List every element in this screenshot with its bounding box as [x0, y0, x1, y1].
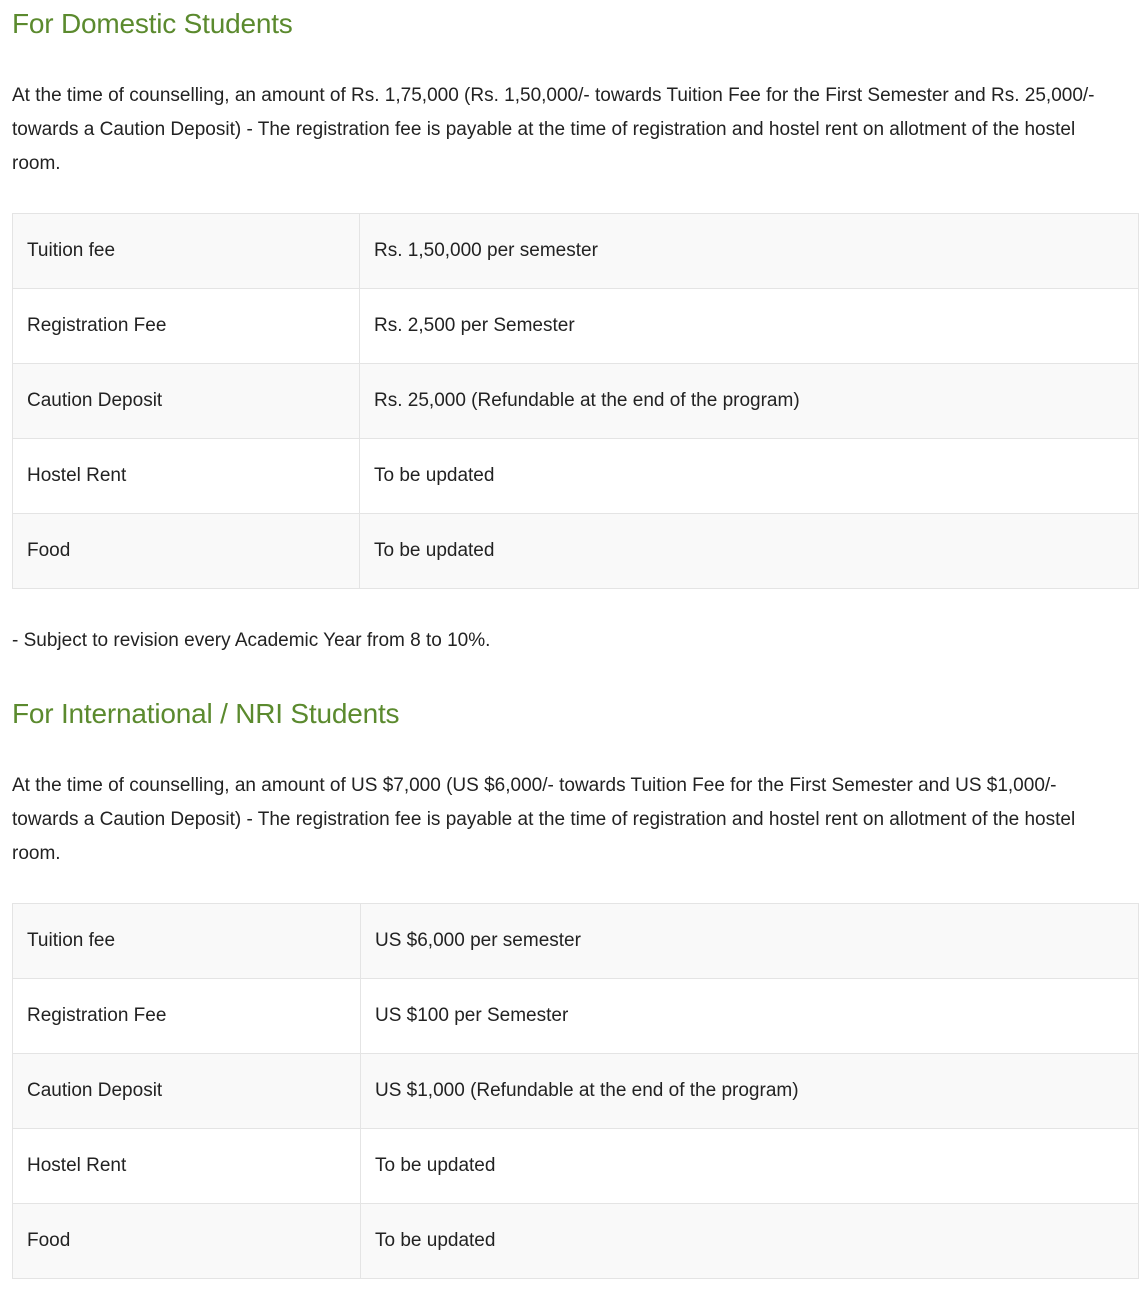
table-row	[13, 1129, 1139, 1204]
table-row	[13, 439, 1139, 514]
international-fee-table	[12, 903, 1139, 1279]
revision-note: - Subject to revision every Academic Year from 8 to 10%.	[12, 630, 491, 651]
international-intro-block	[12, 769, 1139, 871]
domestic-section-header	[12, 7, 1139, 41]
table-row	[13, 904, 1139, 979]
fee-label: Food	[13, 1204, 361, 1279]
fee-value: US $1,000 (Refundable at the end of the program)	[361, 1054, 1139, 1129]
table-row	[13, 289, 1139, 364]
domestic-note-block	[12, 626, 1139, 656]
table-row	[13, 979, 1139, 1054]
domestic-fee-table-wrap	[12, 213, 1139, 589]
fee-value: Rs. 25,000 (Refundable at the end of the program)	[360, 364, 1139, 439]
international-fee-table-wrap	[12, 903, 1139, 1279]
fee-label: Tuition fee	[13, 904, 361, 979]
table-row	[13, 364, 1139, 439]
table-row	[13, 514, 1139, 589]
fee-label: Registration Fee	[13, 979, 361, 1054]
fee-value: US $6,000 per semester	[361, 904, 1139, 979]
fee-value: To be updated	[361, 1129, 1139, 1204]
fee-label: Food	[13, 514, 360, 589]
fee-label: Registration Fee	[13, 289, 360, 364]
international-intro: At the time of counselling, an amount of US $7,000 (US $6,000/- towards Tuition Fee for the First Semester and US $1,000/- towards a Caution Deposit) - The registration fee is payable at the time of registration and hostel rent on allotment of the hostel room.	[12, 775, 1076, 864]
fee-label: Caution Deposit	[13, 1054, 361, 1129]
fee-value: Rs. 2,500 per Semester	[360, 289, 1139, 364]
international-heading: For International / NRI Students	[12, 698, 400, 729]
domestic-intro-block	[12, 79, 1139, 181]
fee-value: Rs. 1,50,000 per semester	[360, 214, 1139, 289]
fee-value: To be updated	[360, 514, 1139, 589]
fee-value: To be updated	[361, 1204, 1139, 1279]
international-section-header	[12, 697, 1139, 731]
fee-label: Hostel Rent	[13, 439, 360, 514]
domestic-heading: For Domestic Students	[12, 8, 293, 39]
fee-value: US $100 per Semester	[361, 979, 1139, 1054]
fee-label: Hostel Rent	[13, 1129, 361, 1204]
table-row	[13, 214, 1139, 289]
table-row	[13, 1204, 1139, 1279]
fee-label: Tuition fee	[13, 214, 360, 289]
fee-value: To be updated	[360, 439, 1139, 514]
fee-label: Caution Deposit	[13, 364, 360, 439]
domestic-fee-table	[12, 213, 1139, 589]
domestic-intro: At the time of counselling, an amount of Rs. 1,75,000 (Rs. 1,50,000/- towards Tuition Fee for the First Semester and Rs. 25,000/- towards a Caution Deposit) - The registration fee is payable at the time of registration and hostel rent on allotment of the hostel room.	[12, 85, 1095, 174]
table-row	[13, 1054, 1139, 1129]
